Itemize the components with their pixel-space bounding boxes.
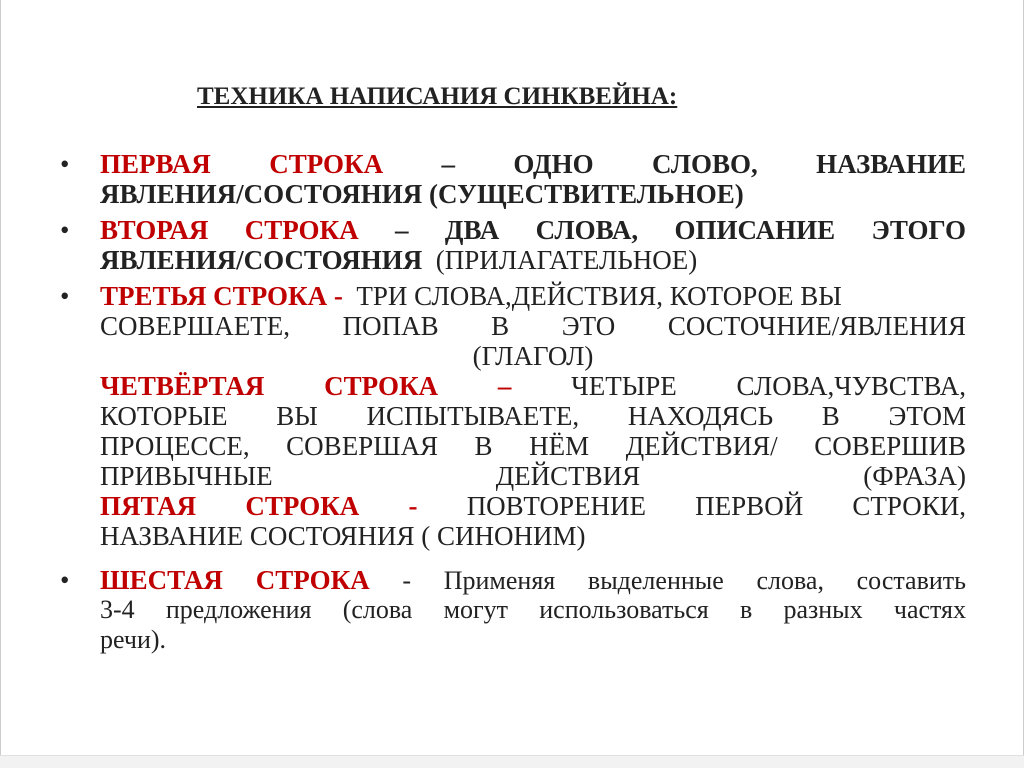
item-5-line-2: НАЗВАНИЕ СОСТОЯНИЯ ( СИНОНИМ) [100,521,586,551]
item-3-line-2: СОВЕРШАЕТЕ, ПОПАВ В ЭТО СОСТОЧНИЕ/ЯВЛЕНИЯ [100,311,966,341]
bottom-bar [0,755,1024,768]
item-4-line-4 [100,460,966,492]
item-4-line-2: КОТОРЫЕ ВЫ ИСПЫТЫВАЕТЕ, НАХОДЯСЬ В ЭТОМ [100,401,966,431]
item-2-line-1 [100,214,966,246]
item-4-line-3: ПРОЦЕССЕ, СОВЕРШАЯ В НЁМ ДЕЙСТВИЯ/ СОВЕРШИВ [100,431,966,461]
item-1-line-1 [100,148,966,180]
item-1-text: – ОДНО СЛОВО, НАЗВАНИЕ [441,149,966,179]
item-4-line-4b: ДЕЙСТВИЯ [495,461,641,491]
bullet-icon: • [60,565,70,595]
item-3-text: ТРИ СЛОВА,ДЕЙСТВИЯ, КОТОРОЕ ВЫ [356,281,842,311]
item-6-text: - Применяя выделенные слова, составить [402,566,966,595]
item-4-line-1 [100,370,966,402]
item-2-text: – ДВА СЛОВА, ОПИСАНИЕ ЭТОГО [395,215,966,245]
item-4-label: ЧЕТВЁРТАЯ СТРОКА – [100,371,512,401]
bullet-icon: • [60,215,70,245]
item-4-text: ЧЕТЫРЕ СЛОВА,ЧУВСТВА, [571,371,966,401]
item-5-text: ПОВТОРЕНИЕ ПЕРВОЙ СТРОКИ, [466,491,966,521]
item-1-label: ПЕРВАЯ СТРОКА [100,149,384,179]
item-1-line-2: ЯВЛЕНИЯ/СОСТОЯНИЯ (СУЩЕСТВИТЕЛЬНОЕ) [100,179,744,209]
item-6-line-2: 3-4 предложения (слова могут использоваться в разных частях [100,595,966,624]
item-2-line-2 [100,244,966,276]
item-6-line-1 [100,564,966,596]
bullet-icon: • [60,149,70,179]
item-2-line-2-text: (ПРИЛАГАТЕЛЬНОЕ) [435,245,698,275]
item-4-line-4c: (ФРАЗА) [863,461,966,491]
item-5-line-1 [100,490,966,522]
item-3-line-1 [100,280,966,312]
item-5-label: ПЯТАЯ СТРОКА - [100,491,418,521]
item-2-line-2-bold: ЯВЛЕНИЯ/СОСТОЯНИЯ [100,245,423,275]
item-6-label: ШЕСТАЯ СТРОКА [100,565,370,595]
item-2-label: ВТОРАЯ СТРОКА [100,215,359,245]
bullet-icon: • [60,281,70,311]
item-3-line-3: (ГЛАГОЛ) [472,341,594,371]
item-4-line-4a: ПРИВЫЧНЫЕ [100,461,273,491]
item-3-label: ТРЕТЬЯ СТРОКА - [100,281,343,311]
slide-title: ТЕХНИКА НАПИСАНИЯ СИНКВЕЙНА: [197,83,678,110]
item-6-line-3: речи). [100,625,167,654]
